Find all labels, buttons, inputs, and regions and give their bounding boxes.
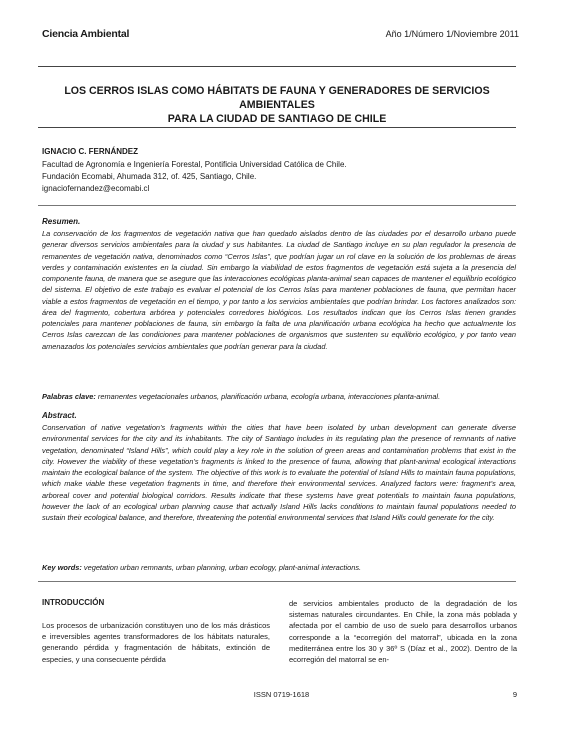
author-rule <box>38 205 516 206</box>
palabras-clave <box>42 391 516 402</box>
title-rule <box>38 127 516 128</box>
header-rule <box>38 66 516 67</box>
resumen-heading: Resumen. <box>42 217 81 226</box>
journal-name: Ciencia Ambiental <box>42 28 130 40</box>
abstract-text: Conservation of native vegetation’s fragments within the cities that have been isolated by urban development can generate diverse environmental services for the city and its inhabitants. The city of Santiago includes in its regulating plan the presence of remnants of native vegetation, denominated “Island Hills”, which could play a key role in the solution of green areas and contamination problems that exist in the city. However the viability of these vegetation’s fragments is linked to the presence of fauna, allowing that plant-animal ecological interactions maintain the ecological balance of the system. The objective of this work is to evaluate the potential of Island Hills to maintain fauna populations, which make viable these vegetation fragments in time, and therefore their environmental services. Analyzed factors were: fragment’s area, arboreal cover and potential biological corridors. Results indicate that these systems have great potentials to maintain fauna populations, however the lack of an ecological urban planning cause that actually Island Hills lacks conditions to maintain faunal populations needed to sustain their ecological balance, and therefore, threatening the potential environmental services that Island Hills could generate for the city. <box>42 423 516 522</box>
issue-info: Año 1/Número 1/Noviembre 2011 <box>385 29 519 39</box>
title-line-2: PARA LA CIUDAD DE SANTIAGO DE CHILE <box>167 113 387 125</box>
key-words-label: Key words: <box>42 563 82 572</box>
abstract-heading: Abstract. <box>42 411 77 420</box>
palabras-clave-label: Palabras clave: <box>42 392 96 401</box>
affiliation-2: Fundación Ecomabi, Ahumada 312, of. 425, Santiago, Chile. <box>42 172 257 181</box>
keywords-rule <box>38 581 516 582</box>
article-title <box>38 84 516 126</box>
key-words <box>42 562 516 573</box>
intro-heading: INTRODUCCIÓN <box>42 598 105 607</box>
author-email: ignaciofernandez@ecomabi.cl <box>42 184 150 193</box>
key-words-value: vegetation urban remnants, urban planning, urban ecology, plant-animal interactions. <box>83 563 362 572</box>
intro-left-column: Los procesos de urbanización constituyen uno de los más drásticos e irreversibles agentes transformadores de los hábitats naturales, generando pérdida y fragmentación de hábitats, extinción de especies, y una consecuente pérdida <box>42 621 270 664</box>
intro-right-column: de servicios ambientales producto de la degradación de los sistemas naturales circundantes. En Chile, la zona más poblada y afectada por el cambio de uso de suelo para desarrollos urbanos corresponde a la “ecorregión del matorral”, ubicada en la zona mediterránea entre los 30 y 36º S (Díaz et al., 2002). Dentro de la ecorregión del matorral se en- <box>289 599 517 665</box>
title-line-1: LOS CERROS ISLAS COMO HÁBITATS DE FAUNA Y GENERADORES DE SERVICIOS AMBIENTALES <box>64 85 490 111</box>
resumen-text: La conservación de los fragmentos de vegetación nativa que han quedado aislados dentro de las ciudades por el desarrollo urbano puede generar diversos servicios ambientales para la ciudad y sus habitantes. La ciudad de Santiago incluye en su plan regulador la presencia de remanentes de vegetación nativa, denominados como “Cerros Islas”, que podrían jugar un rol clave en la solución de los problemas de áreas verdes y contaminación existentes en la ciudad. Sin embargo la viabilidad de estos fragmentos de vegetación está sujeta a la presencia del componente fauna, de manera que se asegure que las interacciones ecológicas planta-animal sean capaces de mantener el equilibrio ecológico del sistema. El objetivo de este trabajo es evaluar el potencial de los Cerros Islas para mantener poblaciones de fauna, que permitan hacer viable a estos fragmentos de vegetación en el tiempo, y por tanto a los servicios ambientales que podrían brindar. Los factores analizados son: área del fragmento, cobertura arbórea y potenciales corredores biológicos. Los resultados indican que los Cerros Islas tienen grandes potenciales para mantener poblaciones de fauna, sin embargo la falta de una planificación urbana ecológica ha hecho que actualmente los Cerros Islas carezcan de las condiciones para mantener poblaciones de organismos que sustenten su equilibrio ecológico, y por tanto vean amenazados los potenciales servicios ambientales que podrían generar para la ciudad. <box>42 229 516 351</box>
issn-footer: ISSN 0719-1618 <box>253 690 310 699</box>
affiliation-1: Facultad de Agronomía e Ingeniería Forestal, Pontificia Universidad Católica de Chile. <box>42 160 347 169</box>
page-number: 9 <box>512 690 517 699</box>
palabras-clave-value: remanentes vegetacionales urbanos, planificación urbana, ecología urbana, interacciones planta-animal. <box>97 392 441 401</box>
author-name: IGNACIO C. FERNÁNDEZ <box>42 147 138 156</box>
